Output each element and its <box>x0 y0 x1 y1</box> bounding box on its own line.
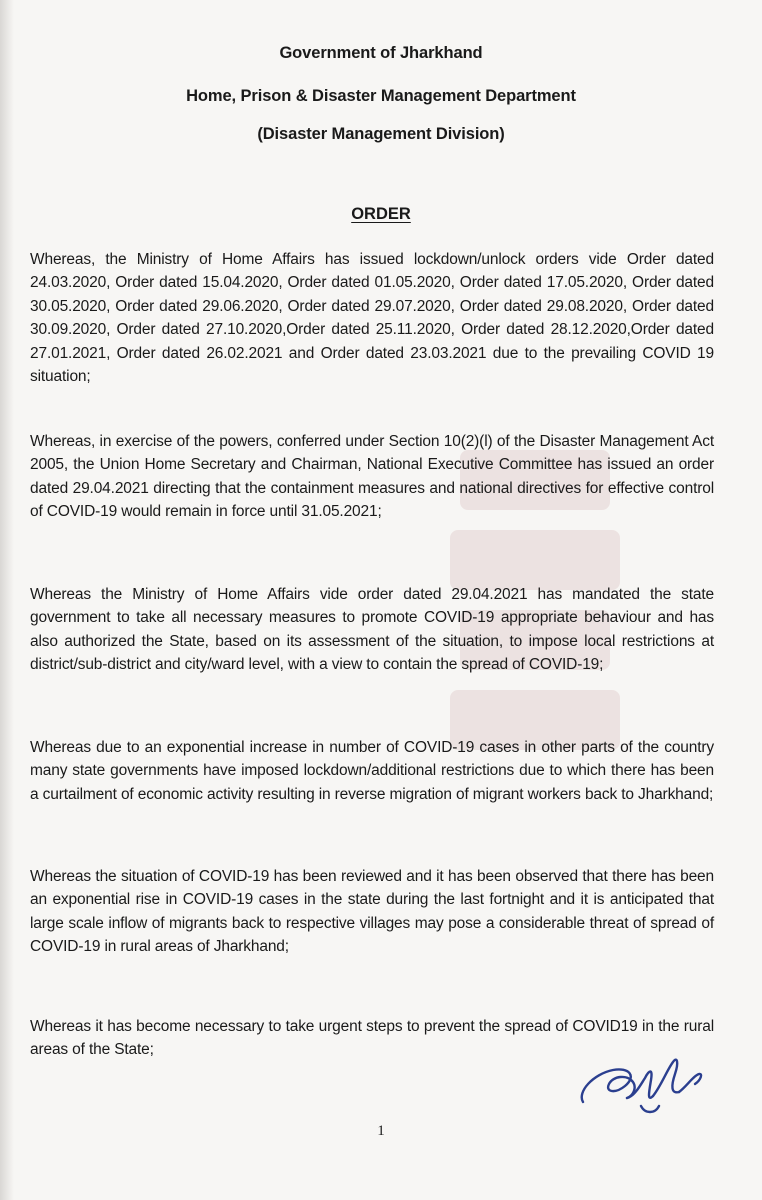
paragraph-situation-review: Whereas the situation of COVID-19 has been reviewed and it has been observed that there has been an exponential rise in COVID-19 cases in the state during the last fortnight and it is anticipated that large scale inflow of migrants back to respective villages may pose a considerable threat of spread of COVID-19 in rural areas of Jharkhand; <box>30 868 714 956</box>
order-title: ORDER <box>351 205 411 223</box>
signature-image <box>575 1040 715 1120</box>
header-department: Home, Prison & Disaster Management Department <box>186 87 576 105</box>
paragraph-urgent-steps: Whereas it has become necessary to take urgent steps to prevent the spread of COVID19 in the rural areas of the State; <box>30 1018 714 1059</box>
page-number: 1 <box>377 1123 385 1139</box>
page-edge-shadow <box>0 0 14 1200</box>
paragraph-reverse-migration: Whereas due to an exponential increase in number of COVID-19 cases in other parts of the country many state governments have imposed lockdown/additional restrictions due to which there has been a curtailment of economic activity resulting in reverse migration of migrant workers back to Jharkhand; <box>30 739 714 803</box>
header-division: (Disaster Management Division) <box>257 125 505 143</box>
header-government: Government of Jharkhand <box>279 44 483 62</box>
paragraph-mha-mandate: Whereas the Ministry of Home Affairs vide order dated 29.04.2021 has mandated the state government to take all necessary measures to promote COVID-19 appropriate behaviour and has also authorized the State, based on its assessment of the situation, to impose local restrictions at district/sub-district and city/ward level, with a view to contain the spread of COVID-19; <box>30 586 714 674</box>
paragraph-mha-orders: Whereas, the Ministry of Home Affairs has issued lockdown/unlock orders vide Order dated 24.03.2020, Order dated 15.04.2020, Order dated 01.05.2020, Order dated 17.05.2020, Order dated 30.05.2020, Order dated 29.06.2020, Order dated 29.07.2020, Order dated 29.08.2020, Order dated 30.09.2020, Order dated 27.10.2020,Order dated 25.11.2020, Order dated 28.12.2020,Order dated 27.01.2021, Order dated 26.02.2021 and Order dated 23.03.2021 due to the prevailing COVID 19 situation; <box>30 251 714 386</box>
paragraph-dm-act: Whereas, in exercise of the powers, conferred under Section 10(2)(l) of the Disaster Management Act 2005, the Union Home Secretary and Chairman, National Executive Committee has issued an order dated 29.04.2021 directing that the containment measures and national directives for effective control of COVID-19 would remain in force until 31.05.2021; <box>30 433 714 521</box>
